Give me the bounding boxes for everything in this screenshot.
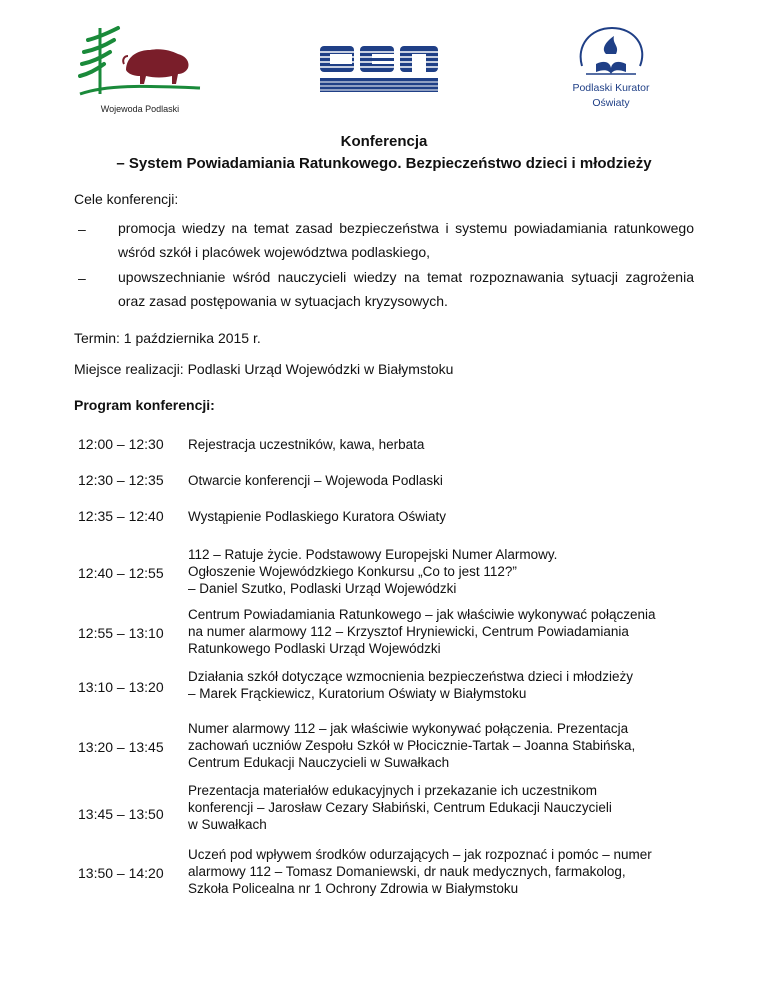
description-line: zachowań uczniów Zespołu Szkół w Płocicznie-Tartak – Joanna Stabińska, xyxy=(188,738,636,753)
document-title: Konferencja xyxy=(340,133,428,150)
goal-line: promocja wiedzy na temat zasad bezpieczeństwa i systemu powiadamiania ratunkowego xyxy=(118,220,694,236)
program-time: 12:40 – 12:55 xyxy=(78,565,164,581)
wojewoda-logo xyxy=(78,24,202,116)
program-time: 12:00 – 12:30 xyxy=(78,436,164,452)
description-line: Szkoła Policealna nr 1 Ochrony Zdrowia w Białymstoku xyxy=(188,881,519,896)
document-subtitle: – System Powiadamiania Ratunkowego. Bezpieczeństwo dzieci i młodzieży xyxy=(116,155,652,172)
description-line: konferencji – Jarosław Cezary Słabiński, Centrum Edukacji Nauczycieli xyxy=(188,800,612,815)
program-description xyxy=(188,782,698,833)
bullet-dash: – xyxy=(78,270,86,286)
miejsce-text: Miejsce realizacji: Podlaski Urząd Wojewódzki w Białymstoku xyxy=(74,361,454,377)
description-line: Centrum Powiadamiania Ratunkowego – jak właściwie wykonywać połączenia xyxy=(188,607,656,622)
program-description xyxy=(188,472,698,489)
description-line: alarmowy 112 – Tomasz Domaniewski, dr nauk medycznych, farmakolog, xyxy=(188,864,626,879)
program-description xyxy=(188,546,698,597)
logo-bar xyxy=(0,20,768,120)
goal-line: wśród szkół i placówek województwa podlaskiego, xyxy=(118,244,431,260)
bison-tree-icon xyxy=(78,24,202,102)
wojewoda-caption: Wojewoda Podlaski xyxy=(100,104,180,114)
program-time: 13:10 – 13:20 xyxy=(78,679,164,695)
program-time: 13:50 – 14:20 xyxy=(78,865,164,881)
description-line: w Suwałkach xyxy=(188,817,267,832)
goal-item xyxy=(118,265,694,313)
description-line: – Daniel Szutko, Podlaski Urząd Wojewódzki xyxy=(188,581,457,596)
program-time: 12:55 – 13:10 xyxy=(78,625,164,641)
bullet-dash: – xyxy=(78,221,86,237)
program-description xyxy=(188,436,698,453)
description-line: Rejestracja uczestników, kawa, herbata xyxy=(188,437,425,452)
description-line: Uczeń pod wpływem środków odurzających – jak rozpoznać i pomóc – numer xyxy=(188,847,652,862)
program-time: 13:20 – 13:45 xyxy=(78,739,164,755)
program-time: 13:45 – 13:50 xyxy=(78,806,164,822)
program-description xyxy=(188,720,698,771)
program-heading: Program konferencji: xyxy=(74,397,215,413)
program-description xyxy=(188,508,698,525)
kurator-caption-line1: Podlaski Kurator xyxy=(572,82,650,94)
description-line: Wystąpienie Podlaskiego Kuratora Oświaty xyxy=(188,509,447,524)
program-time: 12:30 – 12:35 xyxy=(78,472,164,488)
description-line: Ratunkowego Podlaski Urząd Wojewódzki xyxy=(188,641,441,656)
program-time: 12:35 – 12:40 xyxy=(78,508,164,524)
description-line: Prezentacja materiałów edukacyjnych i przekazanie ich uczestnikom xyxy=(188,783,597,798)
description-line: Centrum Edukacji Nauczycieli w Suwałkach xyxy=(188,755,450,770)
description-line: Numer alarmowy 112 – jak właściwie wykonywać połączenia. Prezentacja xyxy=(188,721,629,736)
cen-logo xyxy=(316,44,442,94)
goal-line: oraz zasad postępowania w sytuacjach kryzysowych. xyxy=(118,293,448,309)
book-flame-icon xyxy=(556,24,666,80)
description-line: Ogłoszenie Wojewódzkiego Konkursu „Co to jest 112?” xyxy=(188,564,517,579)
description-line: Otwarcie konferencji – Wojewoda Podlaski xyxy=(188,473,443,488)
goal-line: upowszechnianie wśród nauczycieli wiedzy na temat rozpoznawania sytuacji zagrożenia xyxy=(118,269,694,285)
kurator-logo xyxy=(556,24,666,120)
program-description xyxy=(188,846,698,897)
goal-item xyxy=(118,216,694,264)
program-description xyxy=(188,606,698,657)
description-line: 112 – Ratuje życie. Podstawowy Europejski Numer Alarmowy. xyxy=(188,547,558,562)
goals-heading: Cele konferencji: xyxy=(74,191,179,207)
description-line: – Marek Frąckiewicz, Kuratorium Oświaty w Białymstoku xyxy=(188,686,527,701)
description-line: na numer alarmowy 112 – Krzysztof Hryniewicki, Centrum Powiadamiania xyxy=(188,624,629,639)
program-description xyxy=(188,668,698,702)
description-line: Działania szkół dotyczące wzmocnienia bezpieczeństwa dzieci i młodzieży xyxy=(188,669,633,684)
kurator-caption-line2: Oświaty xyxy=(592,97,630,109)
termin-text: Termin: 1 października 2015 r. xyxy=(74,330,261,346)
cen-emblem-icon xyxy=(316,44,442,94)
